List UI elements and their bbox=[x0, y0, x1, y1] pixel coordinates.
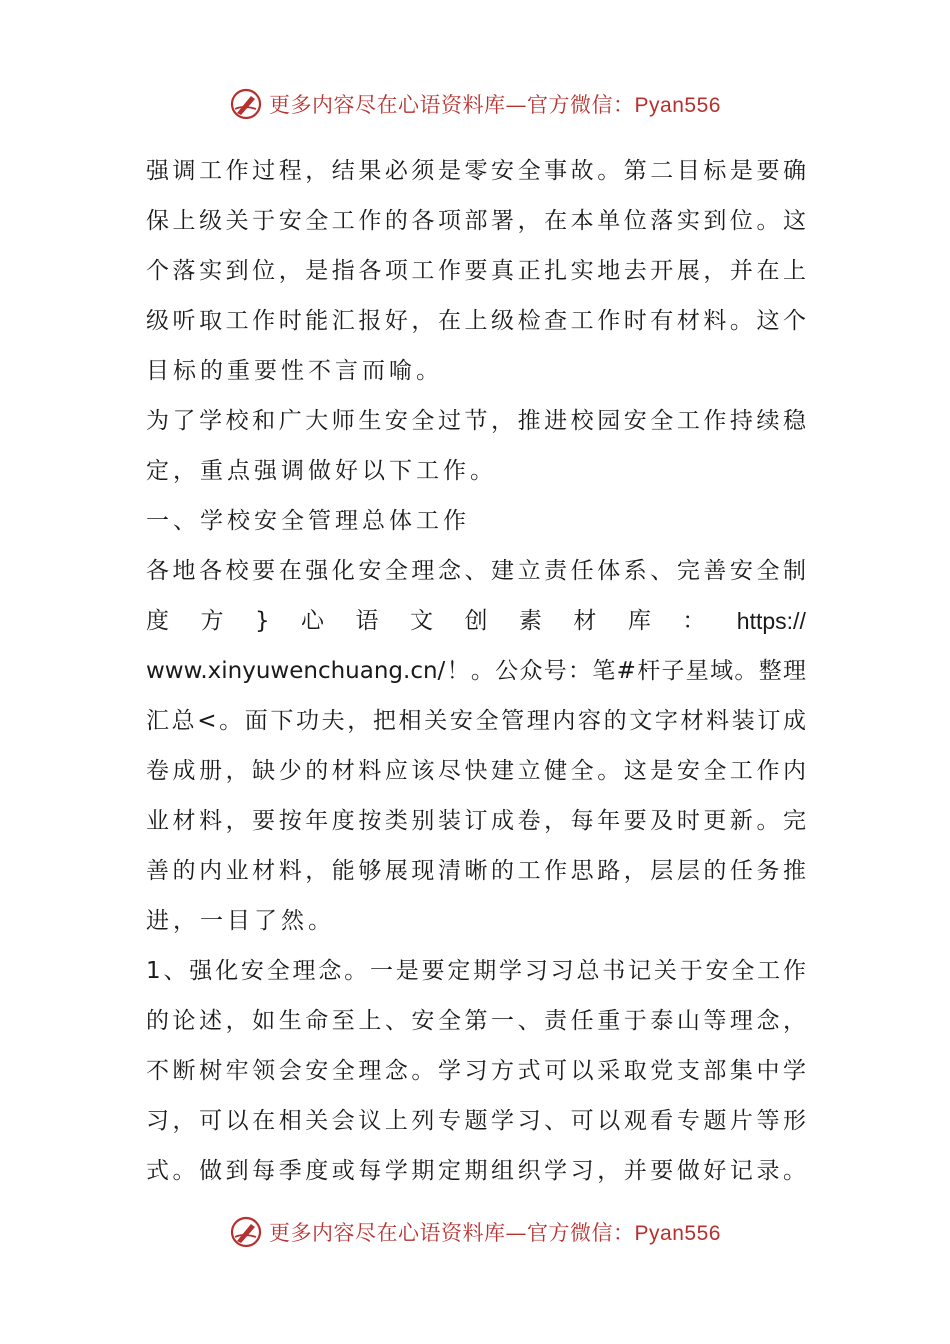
text-line: 汇总<。面下功夫，把相关安全管理内容的文字材料装订成 bbox=[146, 708, 806, 734]
spread-char: 心 bbox=[301, 608, 325, 634]
pen-logo-icon bbox=[229, 1215, 263, 1249]
text-line: 级听取工作时能汇报好，在上级检查工作时有材料。这个 bbox=[146, 308, 806, 334]
text-line: 各地各校要在强化安全理念、建立责任体系、完善安全制 bbox=[146, 558, 806, 584]
header-banner-text bbox=[269, 89, 721, 119]
spread-char: 语 bbox=[355, 608, 379, 634]
text-line: 不断树牢领会安全理念。学习方式可以采取党支部集中学 bbox=[146, 1058, 806, 1084]
document-body bbox=[146, 146, 806, 1196]
footer-banner-text bbox=[269, 1217, 721, 1247]
text-line: 式。做到每季度或每学期定期组织学习，并要做好记录。 bbox=[146, 1158, 806, 1184]
spread-char: ： bbox=[682, 608, 706, 634]
text-line: 强调工作过程，结果必须是零安全事故。第二目标是要确 bbox=[146, 158, 806, 184]
spread-url: https:// bbox=[736, 608, 806, 634]
spread-char: 库 bbox=[627, 608, 651, 634]
text-line: www.xinyuwenchuang.cn/！。公众号：笔#杆子星域。整理 bbox=[146, 658, 806, 684]
spread-char: 材 bbox=[573, 608, 597, 634]
header-banner bbox=[0, 84, 950, 124]
footer-banner bbox=[0, 1212, 950, 1252]
spread-char: 创 bbox=[464, 608, 488, 634]
text-line: 为了学校和广大师生安全过节，推进校园安全工作持续稳 bbox=[146, 408, 806, 434]
text-line: 习，可以在相关会议上列专题学习、可以观看专题片等形 bbox=[146, 1108, 806, 1134]
text-line: 善的内业材料，能够展现清晰的工作思路，层层的任务推 bbox=[146, 858, 806, 884]
spread-char: } bbox=[254, 608, 270, 634]
text-line: 1、强化安全理念。一是要定期学习习总书记关于安全工作 bbox=[146, 958, 806, 984]
text-line: 卷成册，缺少的材料应该尽快建立健全。这是安全工作内 bbox=[146, 758, 806, 784]
footer-banner-label: 更多内容尽在心语资料库—官方微信： bbox=[269, 1221, 635, 1245]
text-line: 目标的重要性不言而喻。 bbox=[146, 358, 443, 384]
watermark-line bbox=[146, 596, 806, 646]
footer-banner-handle: Pyan556 bbox=[634, 1222, 721, 1245]
text-line: 的论述，如生命至上、安全第一、责任重于泰山等理念， bbox=[146, 1008, 806, 1034]
text-line: 进，一目了然。 bbox=[146, 908, 335, 934]
header-banner-handle: Pyan556 bbox=[634, 94, 721, 117]
text-line: 保上级关于安全工作的各项部署，在本单位落实到位。这 bbox=[146, 208, 806, 234]
text-line: 业材料，要按年度按类别装订成卷，每年要及时更新。完 bbox=[146, 808, 806, 834]
spread-char: 方 bbox=[200, 608, 224, 634]
spread-char: 素 bbox=[518, 608, 542, 634]
text-line: 个落实到位，是指各项工作要真正扎实地去开展，并在上 bbox=[146, 258, 806, 284]
section-heading: 一、学校安全管理总体工作 bbox=[146, 508, 470, 534]
spread-char: 度 bbox=[146, 608, 169, 634]
text-line: 定，重点强调做好以下工作。 bbox=[146, 458, 497, 484]
spread-char: 文 bbox=[409, 608, 433, 634]
header-banner-label: 更多内容尽在心语资料库—官方微信： bbox=[269, 93, 635, 117]
pen-logo-icon bbox=[229, 87, 263, 121]
